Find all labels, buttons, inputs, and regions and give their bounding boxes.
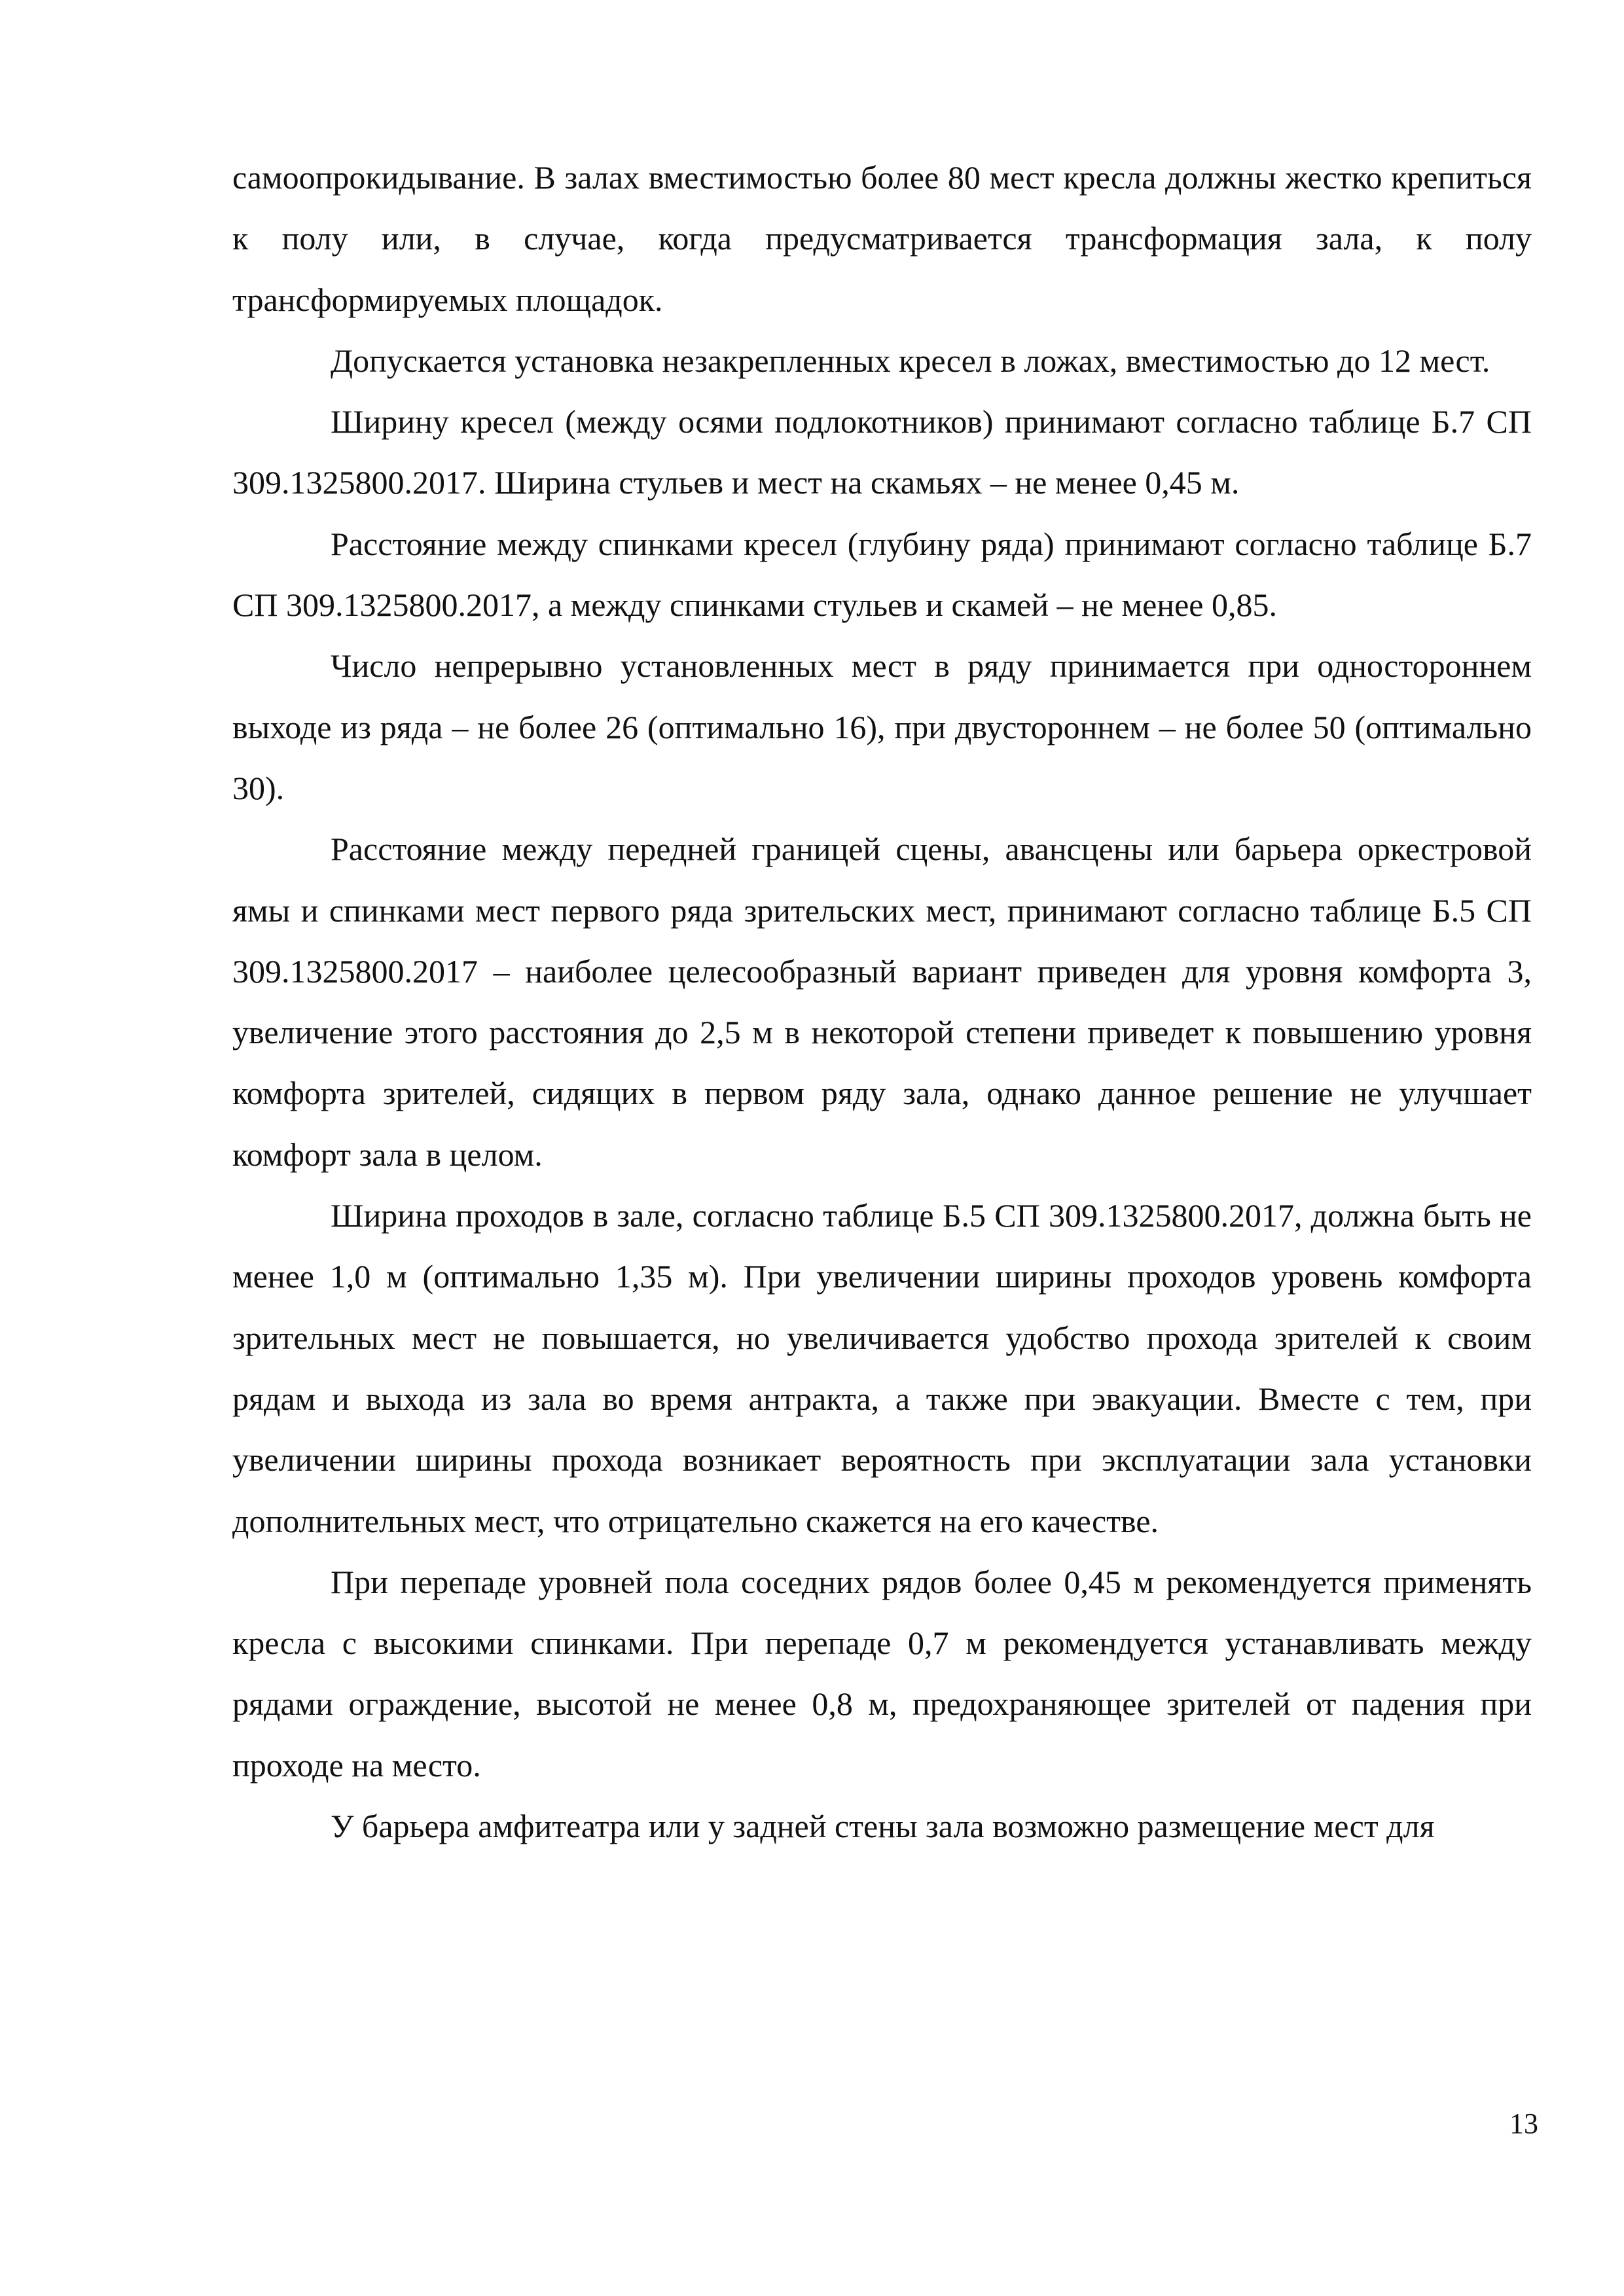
paragraph-loge-seats: Допускается установка незакрепленных кресел в ложах, вместимостью до 12 мест. — [331, 342, 1490, 379]
paragraph-first-row-distance: Расстояние между передней границей сцены, авансцены или барьера оркестровой ямы и спинками мест первого ряда зрительских мест, принимают согласно таблице Б.5 СП 309.1325800.2017 – наиболее целесообразный вариант приведен для уровня комфорта 3, увеличение этого расстояния до 2,5 м в некоторой степени приведет к повышению уровня комфорта зрителей, сидящих в первом ряду зала, однако данное решение не улучшает комфорт зала в целом. — [232, 831, 1532, 1173]
paragraph-seats-per-row: Число непрерывно установленных мест в ряду принимается при одностороннем выходе из ряда – не более 26 (оптимально 16), при двустороннем – не более 50 (оптимально 30). — [232, 647, 1532, 806]
paragraph-floor-level-difference: При перепаде уровней пола соседних рядов более 0,45 м рекомендуется применять кресла с высокими спинками. При перепаде 0,7 м рекомендуется устанавливать между рядами ограждение, высотой не менее 0,8 м, предохраняющее зрителей от падения при проходе на место. — [232, 1563, 1532, 1784]
paragraph-seat-width: Ширину кресел (между осями подлокотников) принимают согласно таблице Б.7 СП 309.1325800.2017. Ширина стульев и мест на скамьях – не менее 0,45 м. — [232, 403, 1532, 501]
paragraph-amphitheatre-barrier: У барьера амфитеатра или у задней стены зала возможно размещение мест для — [331, 1808, 1435, 1845]
document-page — [232, 147, 1532, 1857]
paragraph-aisle-width: Ширина проходов в зале, согласно таблице Б.5 СП 309.1325800.2017, должна быть не менее 1,0 м (оптимально 1,35 м). При увеличении ширины проходов уровень комфорта зрительных мест не повышается, но увеличивается удобство прохода зрителей к своим рядам и выхода из зала во время антракта, а также при эвакуации. Вместе с тем, при увеличении ширины прохода возникает вероятность при эксплуатации зала установки дополнительных мест, что отрицательно скажется на его качестве. — [232, 1197, 1532, 1539]
paragraph-continuation: самоопрокидывание. В залах вместимостью более 80 мест кресла должны жестко крепиться к полу или, в случае, когда предусматривается трансформация зала, к полу трансформируемых площадок. — [232, 159, 1532, 318]
paragraph-row-depth: Расстояние между спинками кресел (глубину ряда) принимают согласно таблице Б.7 СП 309.1325800.2017, а между спинками стульев и скамей – не менее 0,85. — [232, 525, 1532, 624]
page-number: 13 — [1509, 2108, 1538, 2140]
